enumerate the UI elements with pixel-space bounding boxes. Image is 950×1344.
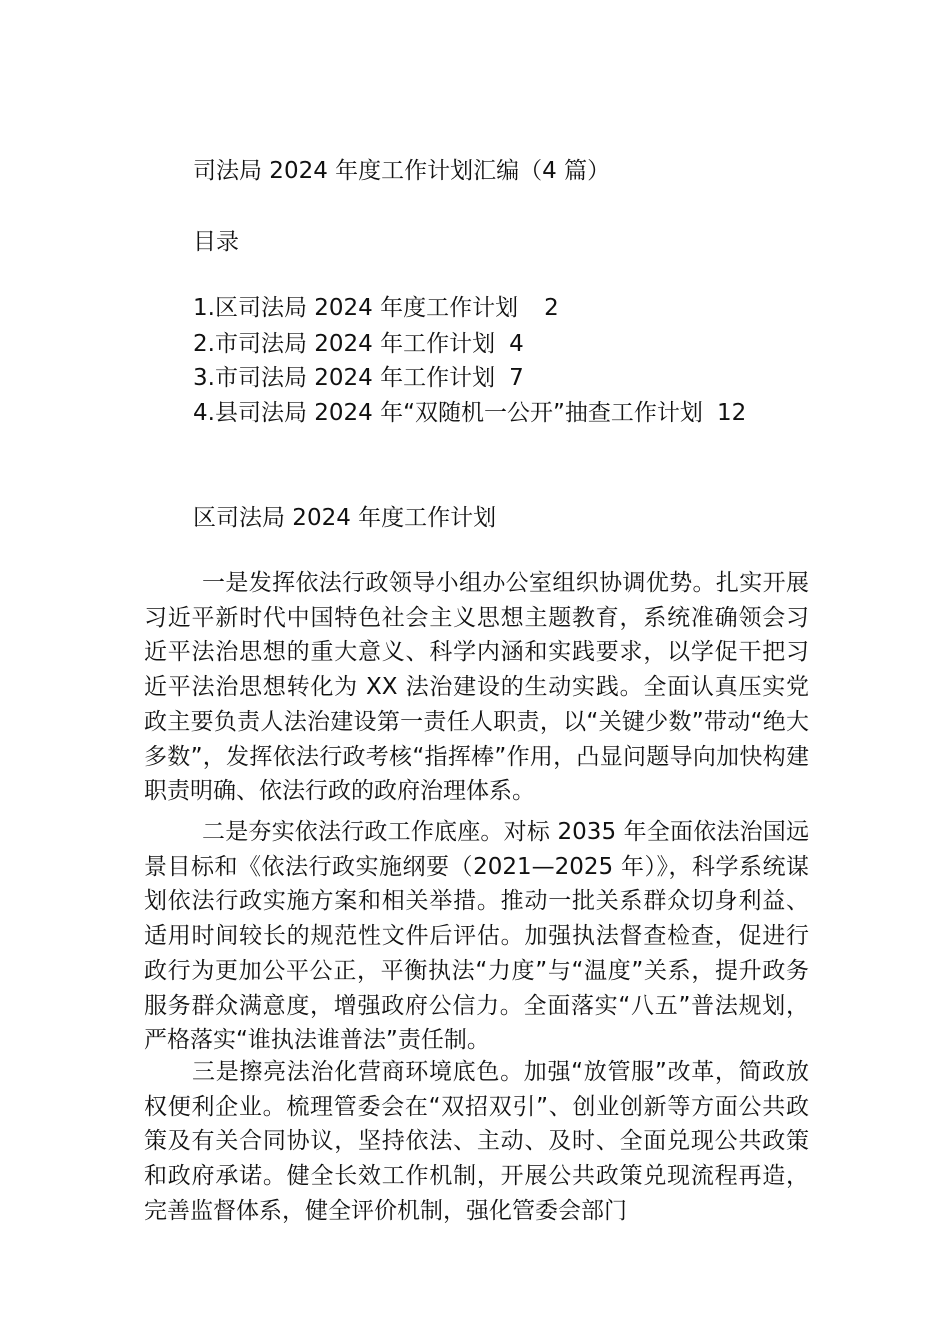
body-block	[144, 566, 809, 809]
paragraph: 三是擦亮法治化营商环境底色。加强“放管服”改革，简政放权便利企业。梳理管委会在“双招双引”、创业创新等方面公共政策及有关合同协议，坚持依法、主动、及时、全面兑现公共政策和政府承诺。健全长效工作机制，开展公共政策兑现流程再造，完善监督体系，健全评价机制，强化管委会部门	[144, 1059, 809, 1224]
toc-item-page: 2	[544, 295, 559, 321]
toc-heading: 目录	[193, 229, 239, 255]
toc-item-page: 12	[716, 400, 747, 426]
toc-item-label: 1.区司法局 2024 年度工作计划	[193, 295, 519, 321]
toc-item[interactable]	[193, 329, 524, 359]
toc-item-page: 4	[509, 331, 524, 357]
body-block	[144, 815, 809, 1058]
section-title: 区司法局 2024 年度工作计划	[193, 505, 497, 531]
toc-item[interactable]	[193, 363, 524, 393]
paragraph: 一是发挥依法行政领导小组办公室组织协调优势。扎实开展习近平新时代中国特色社会主义思想主题教育，系统准确领会习近平法治思想的重大意义、科学内涵和实践要求，以学促干把习近平法治思想转化为 XX 法治建设的生动实践。全面认真压实党政主要负责人法治建设第一责任人职责，以“关键少数”带动“绝大多数”，发挥依法行政考核“指挥棒”作用，凸显问题导向加快构建职责明确、依法行政的政府治理体系。	[144, 570, 809, 805]
body-block	[144, 1055, 809, 1229]
paragraph: 二是夯实依法行政工作底座。对标 2035 年全面依法治国远景目标和《依法行政实施纲要（2021—2025 年）》，科学系统谋划依法行政实施方案和相关举措。推动一批关系群众切身利益、适用时间较长的规范性文件后评估。加强执法督查检查，促进行政行为更加公平公正，平衡执法“力度”与“温度”关系，提升政务服务群众满意度，增强政府公信力。全面落实“八五”普法规划，严格落实“谁执法谁普法”责任制。	[144, 819, 809, 1054]
toc-item-label: 2.市司法局 2024 年工作计划	[193, 331, 496, 357]
toc-item[interactable]	[193, 293, 559, 323]
toc-item[interactable]	[193, 398, 746, 428]
toc-item-page: 7	[509, 365, 524, 391]
document-title: 司法局 2024 年度工作计划汇编（4 篇）	[193, 158, 611, 184]
toc-item-label: 4.县司法局 2024 年“双随机一公开”抽查工作计划	[193, 400, 703, 426]
toc-item-label: 3.市司法局 2024 年工作计划	[193, 365, 496, 391]
